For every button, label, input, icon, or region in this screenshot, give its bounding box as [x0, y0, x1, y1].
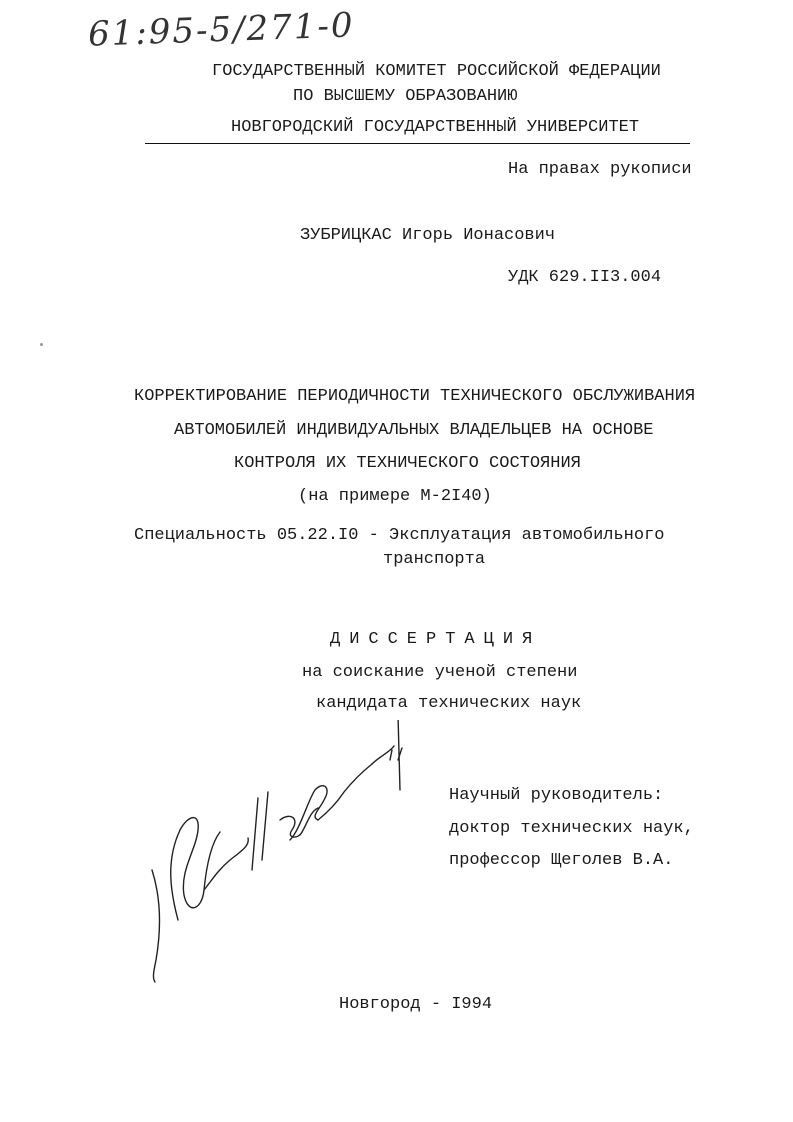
udc-code: УДК 629.II3.004	[508, 268, 662, 287]
author-signature	[140, 720, 420, 1000]
title-line-3: КОНТРОЛЯ ИХ ТЕХНИЧЕСКОГО СОСТОЯНИЯ	[234, 454, 581, 473]
dissertation-degree-line-2: кандидата технических наук	[316, 694, 582, 713]
supervisor-name: профессор Щеголев В.А.	[449, 851, 674, 870]
margin-mark	[40, 343, 43, 346]
dissertation-degree-line-1: на соискание ученой степени	[302, 663, 578, 682]
specialty-line-2: транспорта	[383, 550, 486, 569]
archive-code-handwritten: 61:95-5/271-0	[87, 5, 356, 55]
title-line-2: АВТОМОБИЛЕЙ ИНДИВИДУАЛЬНЫХ ВЛАДЕЛЬЦЕВ НА ОСНОВЕ	[174, 421, 654, 440]
committee-line-1: ГОСУДАРСТВЕННЫЙ КОМИТЕТ РОССИЙСКОЙ ФЕДЕРАЦИИ	[212, 62, 661, 81]
committee-line-2: ПО ВЫСШЕМУ ОБРАЗОВАНИЮ	[293, 87, 518, 106]
university-name: НОВГОРОДСКИЙ ГОСУДАРСТВЕННЫЙ УНИВЕРСИТЕТ	[231, 118, 640, 137]
supervisor-degree: доктор технических наук,	[449, 819, 694, 838]
title-line-4: (на примере М-2I40)	[298, 487, 492, 506]
dissertation-label: ДИССЕРТАЦИЯ	[330, 630, 542, 649]
city-year: Новгород - I994	[339, 995, 493, 1014]
manuscript-note: На правах рукописи	[508, 160, 692, 179]
supervisor-title: Научный руководитель:	[449, 786, 664, 805]
title-line-1: КОРРЕКТИРОВАНИЕ ПЕРИОДИЧНОСТИ ТЕХНИЧЕСКОГО ОБСЛУЖИВАНИЯ	[134, 387, 696, 406]
header-divider	[145, 143, 690, 144]
specialty-line-1: Специальность 05.22.I0 - Эксплуатация автомобильного	[134, 526, 665, 545]
author-name: ЗУБРИЦКАС Игорь Ионасович	[300, 226, 556, 245]
